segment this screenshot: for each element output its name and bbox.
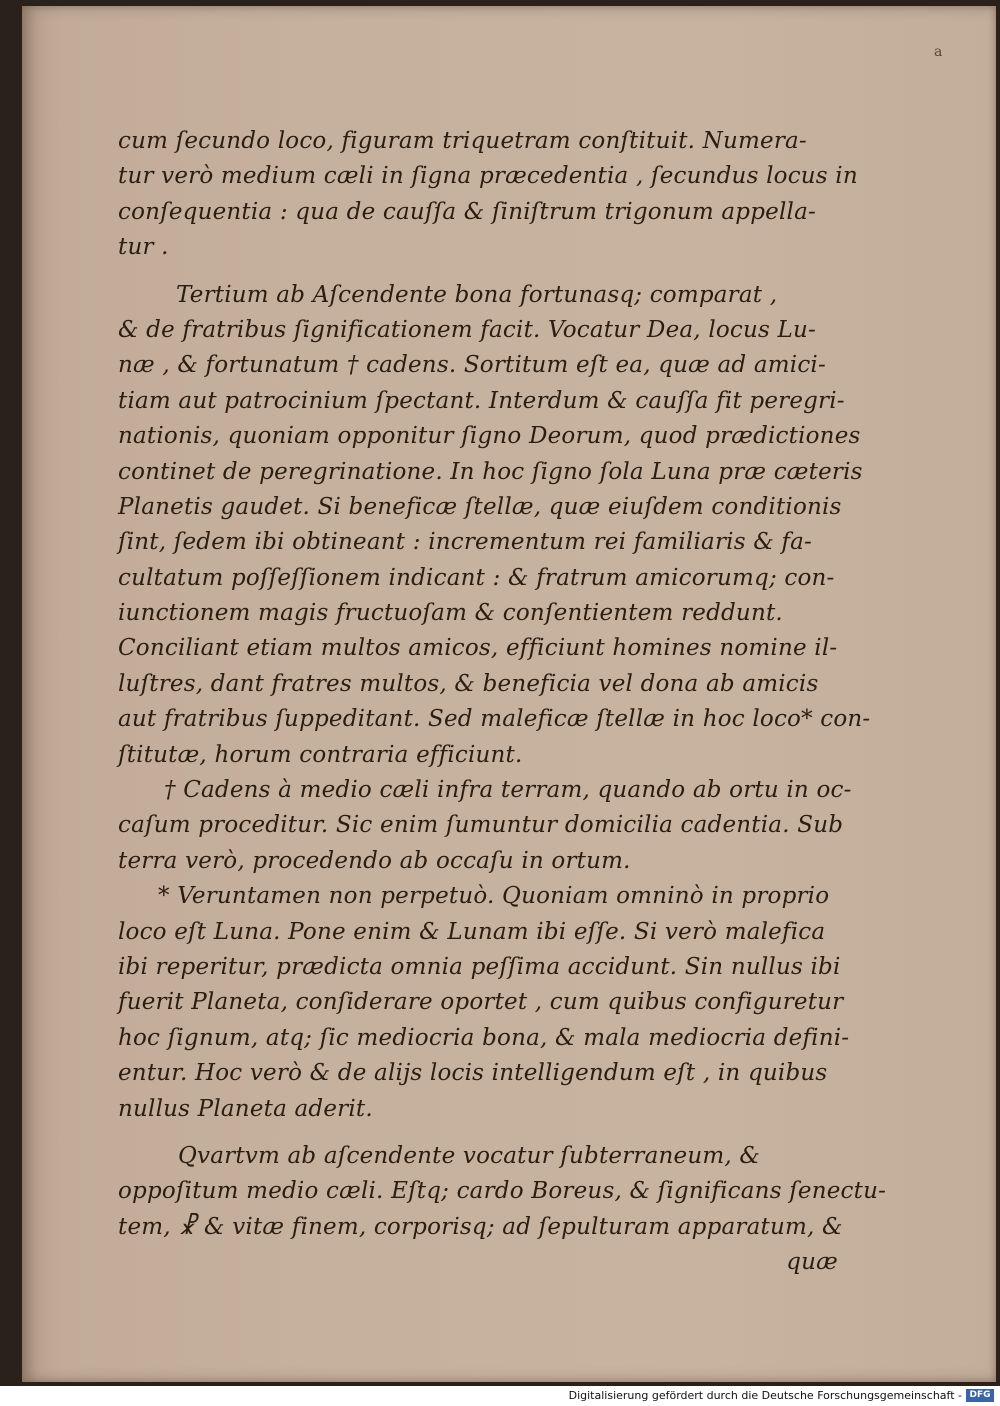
digitization-footer xyxy=(0,1386,1000,1406)
footnote-line: nullus Planeta aderit. xyxy=(118,1095,373,1122)
text-line: luſtres, dant fratres multos, & beneficia vel dona ab amicis xyxy=(118,670,819,697)
book-page xyxy=(22,6,996,1382)
text-line: aut fratribus ſuppeditant. Sed maleficæ ſtellæ in hoc loco* con- xyxy=(118,706,871,733)
footnote-line: entur. Hoc verò & de alijs locis intelligendum eſt , in quibus xyxy=(118,1060,828,1087)
text-line: iunctionem magis fructuoſam & conſentientem reddunt. xyxy=(118,600,783,627)
text-line: Conciliant etiam multos amicos, efficiunt homines nomine il- xyxy=(118,635,838,662)
footnote-line: caſum proceditur. Sic enim ſumuntur domicilia cadentia. Sub xyxy=(118,812,844,839)
page-corner-mark: a xyxy=(934,44,943,60)
text-line: næ , & fortunatum † cadens. Sortitum eſt ea, quæ ad amici- xyxy=(118,352,826,379)
footnote-line: † Cadens à medio cæli infra terram, quando ab ortu in oc- xyxy=(164,777,852,804)
footnote-line: terra verò, procedendo ab occaſu in ortum. xyxy=(118,847,631,874)
text-line: cultatum poſſeſſionem indicant : & fratrum amicorumq; con- xyxy=(118,564,835,591)
text-line: Planetis gaudet. Si beneficæ ſtellæ, quæ eiuſdem conditionis xyxy=(118,493,842,520)
footnote-line: ibi reperitur, prædicta omnia peſſima accidunt. Sin nullus ibi xyxy=(118,953,841,980)
funding-notice: Digitalisierung gefördert durch die Deutsche Forschungsgemeinschaft - xyxy=(568,1389,962,1402)
page-text-block xyxy=(118,124,887,1281)
text-line: ſint, ſedem ibi obtineant : incrementum rei familiaris & fa- xyxy=(118,529,813,556)
text-line: oppoſitum medio cæli. Eſtq; cardo Boreus, & ſignificans ſenectu- xyxy=(118,1178,887,1205)
text-line: tur verò medium cæli in ſigna præcedentia , ſecundus locus in xyxy=(118,163,858,190)
footnote-line: loco eſt Luna. Pone enim & Lunam ibi eſſe. Si verò malefica xyxy=(118,918,826,945)
text-line: nationis, quoniam opponitur ſigno Deorum, quod prædictiones xyxy=(118,423,861,450)
text-line: cum ſecundo loco, figuram triquetram conſtituit. Numera- xyxy=(118,128,807,154)
text-line: continet de peregrinatione. In hoc ſigno ſola Luna præ cæteris xyxy=(118,458,863,485)
text-line: tiam aut patrocinium ſpectant. Interdum & cauſſa fit peregri- xyxy=(118,387,845,414)
footnote-line: fuerit Planeta, conſiderare oportet , cum quibus configuretur xyxy=(118,989,844,1016)
text-line: ſtitutæ, horum contraria efficiunt. xyxy=(118,741,523,768)
text-line: Qvartvm ab aſcendente vocatur ſubterraneum, & xyxy=(178,1142,761,1169)
dfg-logo[interactable]: DFG xyxy=(966,1389,994,1402)
footnote-line: * Veruntamen non perpetuò. Quoniam omninò in proprio xyxy=(158,883,830,910)
text-line: tem, ☧ & vitæ finem, corporisq; ad ſepulturam apparatum, & xyxy=(118,1213,843,1240)
text-line: conſequentia : qua de cauſſa & ſiniſtrum trigonum appella- xyxy=(118,198,816,225)
text-line: tur . xyxy=(118,234,169,261)
footnote-line: hoc ſignum, atq; ſic mediocria bona, & mala mediocria defini- xyxy=(118,1024,850,1051)
text-line: & de fratribus ſignificationem facit. Vocatur Dea, locus Lu- xyxy=(118,316,816,343)
catchword: quæ xyxy=(786,1249,838,1276)
text-line: Tertium ab Aſcendente bona fortunasq; comparat , xyxy=(176,281,778,308)
